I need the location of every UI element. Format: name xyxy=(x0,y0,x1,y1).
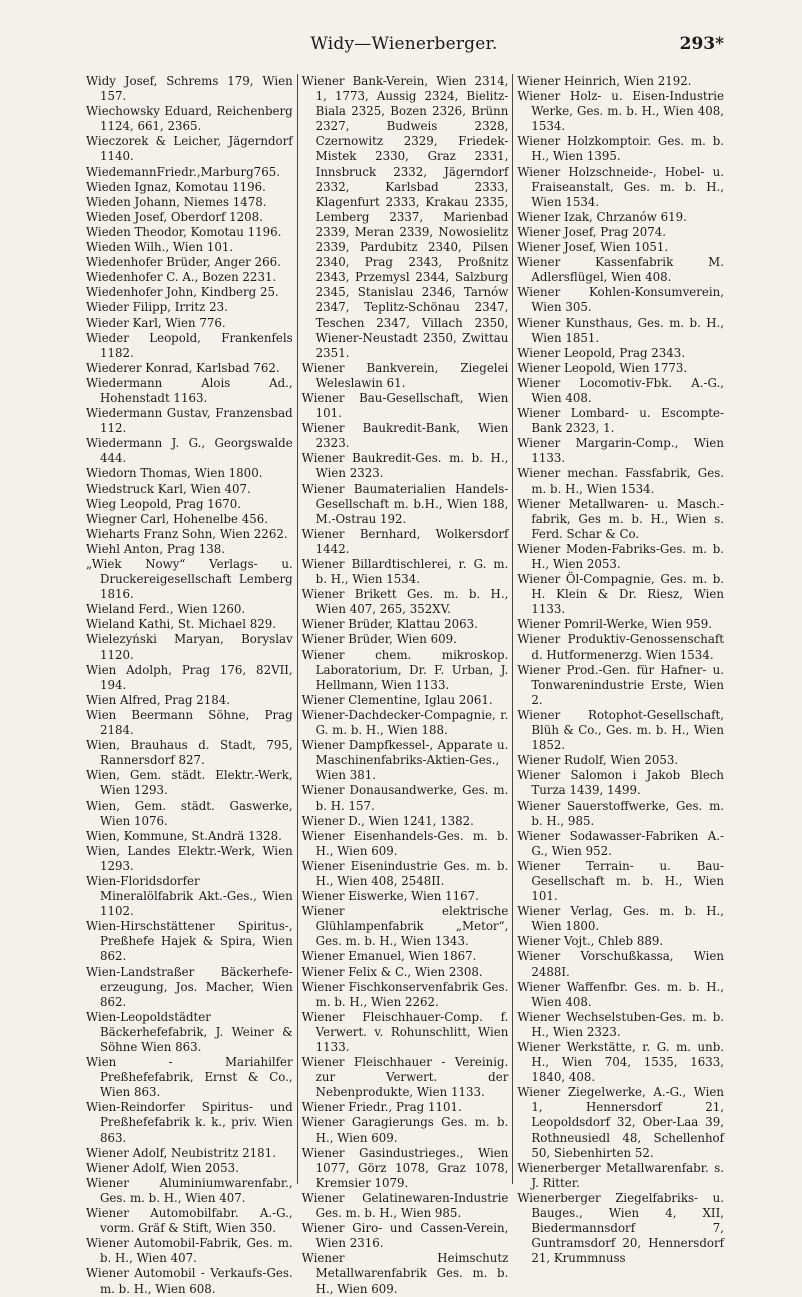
directory-entry: WiedemannFriedr.,Marburg765. xyxy=(86,164,280,179)
directory-entry: „Wiek Nowy“ Verlags- u. Druckereigesellschaft Lemberg 1816. xyxy=(86,557,293,602)
directory-entry: Wiener Billardtischlerei, r. G. m. b. H., Wien 1534. xyxy=(301,557,509,587)
directory-entry: Wiener Öl-Compagnie, Ges. m. b. H. Klein & Dr. Riesz, Wien 1133. xyxy=(517,572,725,617)
directory-entry: Wiener Kunsthaus, Ges. m. b. H., Wien 1851. xyxy=(517,315,725,345)
directory-entry: Wien-Leopoldstädter Bäckerhefefabrik, J. Weiner & Söhne Wien 863. xyxy=(86,1009,293,1054)
directory-entry: Wiener Salomon i Jakob Blech Turza 1439, 1499. xyxy=(517,768,725,798)
directory-entry: Wien Beermann Söhne, Prag 2184. xyxy=(86,707,293,738)
directory-columns xyxy=(82,74,728,1296)
directory-entry: Wieden Ignaz, Komotau 1196. xyxy=(86,179,266,194)
directory-entry: Wiener Bau-Gesellschaft, Wien 101. xyxy=(301,390,509,421)
directory-entry: Wiener Verlag, Ges. m. b. H., Wien 1800. xyxy=(517,904,725,934)
directory-entry: Wiener Bankverein, Ziegelei Weleslawin 61. xyxy=(301,360,509,390)
directory-entry: Wiener Automobil-Fabrik, Ges. m. b. H., Wien 407. xyxy=(86,1236,293,1266)
directory-entry: Wiener Donausandwerke, Ges. m. b. H. 157. xyxy=(301,783,509,813)
directory-entry: Wiener Leopold, Prag 2343. xyxy=(517,345,686,360)
column-middle xyxy=(297,74,513,1296)
directory-entry: Wiedenhofer Brüder, Anger 266. xyxy=(86,255,281,270)
directory-entry: Wiener Josef, Wien 1051. xyxy=(517,240,669,255)
directory-entry: Wien - Mariahilfer Preßhefefabrik, Ernst & Co., Wien 863. xyxy=(86,1055,293,1100)
directory-entry: Wiener Garagierungs Ges. m. b. H., Wien 609. xyxy=(301,1115,509,1145)
directory-entry: Wieland Kathi, St. Michael 829. xyxy=(86,617,277,632)
column-left xyxy=(82,74,297,1296)
directory-entry: Wiener Kassenfabrik M. Adlersflügel, Wien 408. xyxy=(517,255,725,285)
directory-entry: Wiener Baukredit-Bank, Wien 2323. xyxy=(301,421,509,451)
directory-entry: Wiedermann Alois Ad., Hohenstadt 1163. xyxy=(86,375,293,405)
directory-entry: Wiener Izak, Chrzanów 619. xyxy=(517,209,687,224)
directory-entry: Wien Alfred, Prag 2184. xyxy=(86,692,231,707)
directory-entry: Wiegner Carl, Hohenelbe 456. xyxy=(86,511,269,526)
directory-entry: Wielezyński Maryan, Boryslav 1120. xyxy=(86,632,293,662)
directory-entry: Wiener Josef, Prag 2074. xyxy=(517,224,666,239)
directory-entry: Wien, Brauhaus d. Stadt, 795, Rannersdorf 827. xyxy=(86,738,293,768)
column-right xyxy=(512,74,728,1266)
directory-entry: Wiedenhofer John, Kindberg 25. xyxy=(86,285,279,300)
directory-entry: Wiener Werkstätte, r. G. m. unb. H., Wien 704, 1535, 1633, 1840, 408. xyxy=(517,1040,725,1085)
directory-entry: Wiener Margarin-Comp., Wien 1133. xyxy=(517,436,725,466)
directory-entry: Wieharts Franz Sohn, Wien 2262. xyxy=(86,526,288,541)
directory-entry: Wiener-Dachdecker-Compagnie, r. G. m. b. H., Wien 188. xyxy=(301,707,509,738)
directory-entry: Wiener Heinrich, Wien 2192. xyxy=(517,74,692,88)
directory-entry: Wieland Ferd., Wien 1260. xyxy=(86,602,246,617)
directory-entry: Wiener Adolf, Wien 2053. xyxy=(86,1160,239,1175)
page-number: 293* xyxy=(679,34,724,54)
directory-entry: Wieden Johann, Niemes 1478. xyxy=(86,194,267,209)
directory-entry: Wiener Dampfkessel-, Apparate u. Maschinenfabriks-Aktien-Ges., Wien 381. xyxy=(301,738,509,783)
directory-entry: Wien Adolph, Prag 176, 82VII, 194. xyxy=(86,662,293,692)
directory-entry: Wien-Floridsdorfer Mineralölfabrik Akt.-Ges., Wien 1102. xyxy=(86,873,293,919)
directory-entry: Widy Josef, Schrems 179, Wien 157. xyxy=(86,74,293,104)
directory-entry: Wieczorek & Leicher, Jägerndorf 1140. xyxy=(86,134,293,164)
directory-entry: Wien-Reindorfer Spiritus- und Preßhefefabrik k. k., priv. Wien 863. xyxy=(86,1100,293,1145)
directory-entry: Wieder Leopold, Frankenfels 1182. xyxy=(86,330,293,360)
directory-entry: Wiener Bank-Verein, Wien 2314, 1, 1773, Aussig 2324, Bielitz-Biala 2325, Bozen 2326, Brünn 2327, Budweis 2328, Czernowitz 2329, Friedek-Mistek 2330, Graz 2331, Innsbruck 2332, Jägerndorf 2332, Karlsbad 2333, Klagenfurt 2333, Krakau 2335, Lemberg 2337, Marienbad 2339, Meran 2339, Nowosielitz 2339, Pardubitz 2340, Pilsen 2340, Prag 2343, Proßnitz 2343, Przemysl 2344, Salzburg 2345, Stanislau 2346, Tarnów 2347, Teplitz-Schönau 2347, Teschen 2347, Villach 2350, Wiener-Neustadt 2350, Zwittau 2351. xyxy=(301,74,509,360)
directory-entry: Wiener Fischkonservenfabrik Ges. m. b. H., Wien 2262. xyxy=(301,979,509,1009)
directory-entry: Wiener Aluminiumwarenfabr., Ges. m. b. H., Wien 407. xyxy=(86,1175,293,1205)
directory-entry: Wiener Rudolf, Wien 2053. xyxy=(517,753,679,768)
directory-entry: Wiener Felix & C., Wien 2308. xyxy=(301,964,483,979)
directory-entry: Wieden Wilh., Wien 101. xyxy=(86,240,234,255)
page-header xyxy=(84,32,724,58)
directory-entry: Wien, Gem. städt. Gaswerke, Wien 1076. xyxy=(86,798,293,828)
directory-entry: Wiedorn Thomas, Wien 1800. xyxy=(86,466,263,481)
directory-entry: Wiener Eisenhandels-Ges. m. b. H., Wien 609. xyxy=(301,828,509,858)
directory-entry: Wiener Brüder, Klattau 2063. xyxy=(301,617,478,632)
directory-entry: Wien-Landstraßer Bäckerhefe-erzeugung, Jos. Macher, Wien 862. xyxy=(86,964,293,1009)
directory-entry: Wiener Sauerstoffwerke, Ges. m. b. H., 985. xyxy=(517,798,725,828)
directory-entry: Wiener Lombard- u. Escompte-Bank 2323, 1. xyxy=(517,406,725,436)
directory-entry: Wiener Pomril-Werke, Wien 959. xyxy=(517,617,712,632)
directory-entry: Wiener Rotophot-Gesellschaft, Blüh & Co., Ges. m. b. H., Wien 1852. xyxy=(517,707,725,753)
directory-entry: Wiener Terrain- u. Bau-Gesellschaft m. b. H., Wien 101. xyxy=(517,858,725,904)
directory-entry: Wiener Holz- u. Eisen-Industrie Werke, Ges. m. b. H., Wien 408, 1534. xyxy=(517,89,725,134)
directory-entry: Wiener elektrische Glühlampenfabrik „Metor“, Ges. m. b. H., Wien 1343. xyxy=(301,904,509,949)
directory-entry: Wiederer Konrad, Karlsbad 762. xyxy=(86,360,280,375)
directory-entry: Wiener Fleischhauer-Comp. f. Verwert. v. Rohunschlitt, Wien 1133. xyxy=(301,1009,509,1054)
directory-entry: Wiener Leopold, Wien 1773. xyxy=(517,360,688,375)
directory-entry: Wiener Brüder, Wien 609. xyxy=(301,632,457,647)
directory-entry: Wiener Sodawasser-Fabriken A.-G., Wien 952. xyxy=(517,828,725,858)
directory-entry: Wiener Waffenfbr. Ges. m. b. H., Wien 408. xyxy=(517,979,725,1009)
directory-entry: Wien, Gem. städt. Elektr.-Werk, Wien 1293. xyxy=(86,768,293,798)
directory-entry: Wiener Automobil - Verkaufs-Ges. m. b. H., Wien 608. xyxy=(86,1266,293,1296)
directory-entry: Wiener Vorschußkassa, Wien 2488I. xyxy=(517,949,725,979)
directory-entry: Wiener Bernhard, Wolkersdorf 1442. xyxy=(301,526,509,556)
directory-entry: Wiener chem. mikroskop. Laboratorium, Dr. F. Urban, J. Hellmann, Wien 1133. xyxy=(301,647,509,692)
directory-entry: Wiener Locomotiv-Fbk. A.-G., Wien 408. xyxy=(517,375,725,405)
directory-entry: Wiener Prod.-Gen. für Hafner- u. Tonwarenindustrie Erste, Wien 2. xyxy=(517,662,725,707)
directory-entry: Wiener Vojt., Chleb 889. xyxy=(517,934,664,949)
directory-entry: Wien, Landes Elektr.-Werk, Wien 1293. xyxy=(86,843,293,873)
directory-entry: Wienerberger Metallwarenfabr. s. J. Ritter. xyxy=(517,1160,725,1190)
directory-entry: Wiener Gasindustrieges., Wien 1077, Görz 1078, Graz 1078, Kremsier 1079. xyxy=(301,1145,509,1190)
directory-entry: Wiener Holzkomptoir. Ges. m. b. H., Wien 1395. xyxy=(517,134,725,164)
directory-entry: Wiener Brikett Ges. m. b. H., Wien 407, 265, 352XV. xyxy=(301,587,509,617)
directory-entry: Wiener Fleischhauer - Vereinig. zur Verwert. der Nebenprodukte, Wien 1133. xyxy=(301,1055,509,1100)
directory-entry: Wiener D., Wien 1241, 1382. xyxy=(301,813,474,828)
directory-entry: Wiener Giro- und Cassen-Verein, Wien 2316. xyxy=(301,1221,509,1251)
directory-entry: Wiener Holzschneide-, Hobel- u. Fraiseanstalt, Ges. m. b. H., Wien 1534. xyxy=(517,164,725,209)
directory-entry: Wiener Eisenindustrie Ges. m. b. H., Wien 408, 2548II. xyxy=(301,858,509,888)
directory-entry: Wiener mechan. Fassfabrik, Ges. m. b. H., Wien 1534. xyxy=(517,466,725,496)
directory-entry: Wiener Emanuel, Wien 1867. xyxy=(301,949,477,964)
directory-entry: Wiener Baumaterialien Handels-Gesellschaft m. b.H., Wien 188, M.-Ostrau 192. xyxy=(301,481,509,526)
directory-entry: Wieden Josef, Oberdorf 1208. xyxy=(86,209,263,224)
directory-entry: Wiener Moden-Fabriks-Ges. m. b. H., Wien 2053. xyxy=(517,541,725,571)
directory-entry: Wiener Automobilfabr. A.-G., vorm. Gräf & Stift, Wien 350. xyxy=(86,1206,293,1236)
directory-entry: Wiedstruck Karl, Wien 407. xyxy=(86,481,251,496)
directory-entry: Wiener Produktiv-Genossenschaft d. Hutformenerzg. Wien 1534. xyxy=(517,632,725,662)
directory-entry: Wiener Gelatinewaren-Industrie Ges. m. b. H., Wien 985. xyxy=(301,1190,509,1221)
directory-entry: Wieder Filipp, Irritz 23. xyxy=(86,300,228,315)
directory-entry: Wiener Metallwaren- u. Masch.-fabrik, Ges m. b. H., Wien s. Ferd. Schar & Co. xyxy=(517,496,725,541)
directory-entry: Wieg Leopold, Prag 1670. xyxy=(86,496,242,511)
directory-entry: Wiehl Anton, Prag 138. xyxy=(86,541,226,556)
directory-entry: Wiener Wechselstuben-Ges. m. b. H., Wien 2323. xyxy=(517,1009,725,1039)
directory-entry: Wiener Kohlen-Konsumverein, Wien 305. xyxy=(517,285,725,315)
directory-entry: Wieden Theodor, Komotau 1196. xyxy=(86,224,282,239)
directory-entry: Wiedermann J. G., Georgswalde 444. xyxy=(86,436,293,466)
directory-entry: Wiener Adolf, Neubistritz 2181. xyxy=(86,1145,276,1160)
directory-entry: Wien-Hirschstättener Spiritus-, Preßhefe Hajek & Spira, Wien 862. xyxy=(86,919,293,964)
directory-entry: Wiedermann Gustav, Franzensbad 112. xyxy=(86,406,293,436)
directory-entry: Wien, Kommune, St.Andrä 1328. xyxy=(86,828,282,843)
directory-entry: Wiener Ziegelwerke, A.-G., Wien 1, Hennersdorf 21, Leopoldsdorf 32, Ober-Laa 39, Rothneusiedl 48, Schellenhof 50, Siebenhirten 52. xyxy=(517,1085,725,1160)
directory-entry: Wienerberger Ziegelfabriks- u. Bauges., Wien 4, XII, Biedermannsdorf 7, Guntramsdorf 20, Hennersdorf 21, Krummnuss xyxy=(517,1190,725,1266)
directory-entry: Wiener Eiswerke, Wien 1167. xyxy=(301,889,479,904)
directory-entry: Wiener Heimschutz Metallwarenfabrik Ges. m. b. H., Wien 609. xyxy=(301,1251,509,1296)
directory-entry: Wiener Baukredit-Ges. m. b. H., Wien 2323. xyxy=(301,451,509,481)
directory-entry: Wieder Karl, Wien 776. xyxy=(86,315,226,330)
directory-entry: Wiener Friedr., Prag 1101. xyxy=(301,1100,462,1115)
directory-entry: Wiedenhofer C. A., Bozen 2231. xyxy=(86,270,277,285)
directory-entry: Wiener Clementine, Iglau 2061. xyxy=(301,692,493,707)
directory-entry: Wiechowsky Eduard, Reichenberg 1124, 661, 2365. xyxy=(86,104,293,134)
running-title: Widy—Wienerberger. xyxy=(310,34,498,54)
